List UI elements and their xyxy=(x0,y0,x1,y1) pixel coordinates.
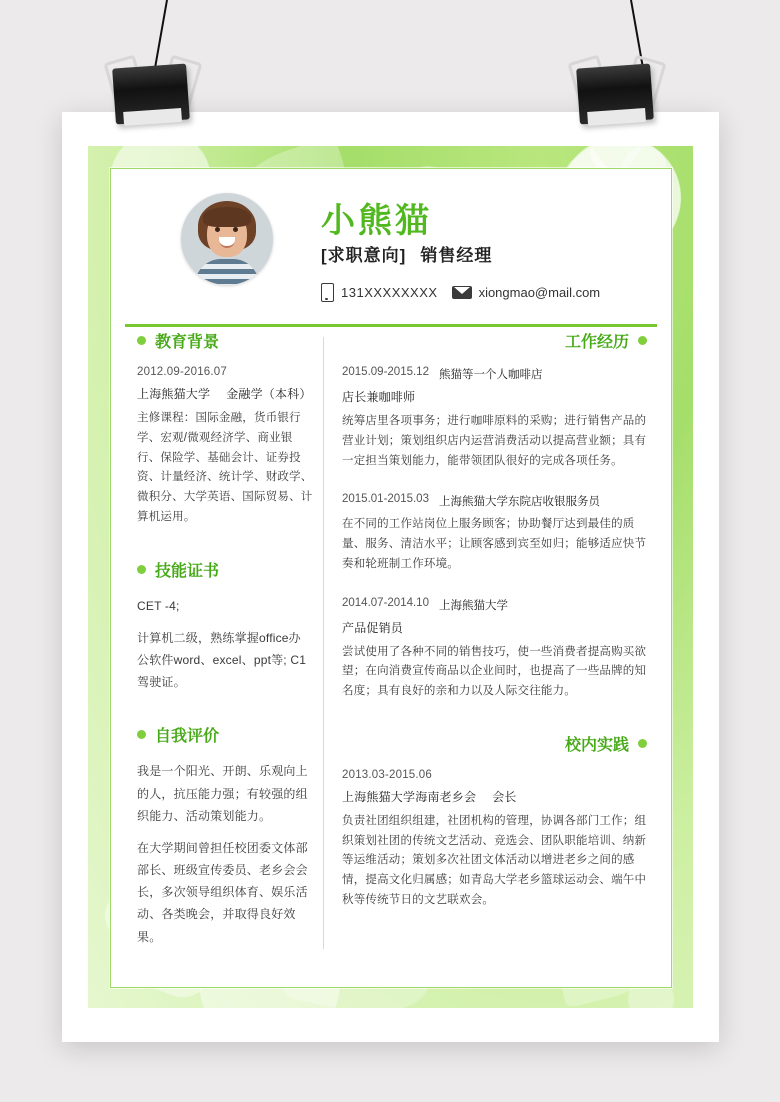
contact-row xyxy=(321,283,600,302)
section-self-evaluation xyxy=(137,723,313,948)
section-education xyxy=(137,329,313,528)
work-entry-date: 2014.07-2014.10 xyxy=(342,596,429,609)
mail-icon xyxy=(452,286,472,299)
section-title-education xyxy=(137,329,313,352)
campus-position: 会长 xyxy=(492,789,517,804)
section-title-campus xyxy=(342,732,647,755)
bullet-dot-icon xyxy=(137,565,146,574)
job-objective xyxy=(321,241,492,266)
email-contact xyxy=(452,285,601,300)
work-entry-company: 上海熊猫大学 xyxy=(438,599,508,612)
candidate-name: 小熊猫 xyxy=(321,202,432,240)
work-entry-description: 统筹店里各项事务；进行咖啡原料的采购；进行销售产品的营业计划；策划组织店内运营消费活动以提高营业额；具有一定担当策划能力，能带领团队很好的完成各项任务。 xyxy=(342,415,647,467)
section-title-work xyxy=(342,329,647,352)
clip-body xyxy=(576,63,654,124)
work-entry-header xyxy=(342,597,647,613)
binder-clip-left xyxy=(106,0,226,140)
section-title-text: 自我评价 xyxy=(155,728,220,746)
phone-number: 131XXXXXXXX xyxy=(341,285,438,300)
education-school-major xyxy=(137,385,313,402)
section-title-skills xyxy=(137,558,313,581)
work-entry-description: 尝试使用了各种不同的销售技巧，使一些消费者提高购买欲望；在向消费宣传商品以企业间时，也提高了一些品牌的知名度；具有良好的亲和力以及人际交往能力。 xyxy=(342,645,647,698)
paper-sheet xyxy=(62,112,719,1042)
avatar-eye xyxy=(215,227,220,232)
skills-line-1: CET -4; xyxy=(137,598,180,613)
section-campus-practice xyxy=(342,732,647,911)
work-entry xyxy=(342,366,647,471)
phone-icon xyxy=(321,283,334,302)
work-entry-company: 熊猫等一个人咖啡店 xyxy=(438,369,543,381)
section-title-text: 教育背景 xyxy=(155,334,220,351)
section-title-self-evaluation xyxy=(137,723,313,746)
campus-org: 上海熊猫大学海南老乡会 xyxy=(342,789,477,804)
education-courses: 主修课程：国际金融，货币银行学、宏观/微观经济学、商业银行、保险学、基础会计、证券投资、计量经济、统计学、财政学、微积分、大学英语、国际贸易、计算机运用。 xyxy=(137,412,313,523)
education-major: 金融学（本科） xyxy=(226,387,312,401)
education-school: 上海熊猫大学 xyxy=(137,387,211,401)
avatar-eye xyxy=(233,227,238,232)
avatar xyxy=(181,193,273,285)
left-column xyxy=(111,329,323,978)
section-title-text: 技能证书 xyxy=(155,562,220,580)
clip-body xyxy=(112,63,190,124)
poster-background xyxy=(88,146,693,1008)
self-evaluation-paragraph-1: 我是一个阳光、开朗、乐观向上的人，抗压能力强；有较强的组织能力、活动策划能力。 xyxy=(137,764,308,823)
self-evaluation-paragraph-2: 在大学期间曾担任校团委文体部部长、班级宣传委员、老乡会会长，多次领导组织体育、娱乐活动、各类晚会，并取得良好效果。 xyxy=(137,840,308,944)
section-work-experience xyxy=(342,329,647,702)
work-entry xyxy=(342,493,647,574)
section-title-text: 校内实践 xyxy=(564,736,629,754)
avatar-fringe xyxy=(203,207,251,227)
work-entry-header xyxy=(342,366,647,382)
resume-card xyxy=(110,168,672,988)
binder-clip-right xyxy=(570,0,690,140)
campus-date: 2013.03-2015.06 xyxy=(342,768,432,781)
bullet-dot-icon xyxy=(638,739,647,748)
resume-body xyxy=(111,329,671,978)
bullet-dot-icon xyxy=(638,336,647,345)
work-entry xyxy=(342,597,647,702)
work-entry-company: 上海熊猫大学东院店收银服务员 xyxy=(438,496,600,509)
email-address: xiongmao@mail.com xyxy=(478,285,601,300)
section-skills xyxy=(137,558,313,694)
work-entry-description: 在不同的工作站岗位上服务顾客；协助餐厅达到最佳的质量、服务、清洁水平；让顾客感到宾至如归；能够适应快节奏和轮班制工作环境。 xyxy=(342,518,647,570)
avatar-body xyxy=(195,259,259,285)
work-entry-header xyxy=(342,493,647,509)
job-objective-label: [求职意向] xyxy=(321,246,407,265)
bullet-dot-icon xyxy=(137,730,146,739)
skills-line-2: 计算机二级，熟练掌握office办公软件word、excel、ppt等; C1驾驶证。 xyxy=(137,630,307,690)
right-column xyxy=(324,329,671,978)
bullet-dot-icon xyxy=(137,336,146,345)
section-title-text: 工作经历 xyxy=(564,334,629,351)
work-entry-position: 产品促销员 xyxy=(342,620,404,635)
resume-header xyxy=(125,179,657,327)
campus-description: 负责社团组织组建，社团机构的管理，协调各部门工作；组织策划社团的传统文艺活动、竞选会、团队职能培训、纳新等运维活动；策划多次社团文体活动以增进老乡之间的感情，提高文化归属感；如青岛大学老乡篮球运动会、端午中秋等传统节日的文艺联欢会。 xyxy=(342,814,647,906)
work-entry-date: 2015.01-2015.03 xyxy=(342,493,429,506)
campus-org-position xyxy=(342,788,647,805)
phone-contact xyxy=(321,283,438,302)
clip-string xyxy=(154,0,168,71)
job-objective-value: 销售经理 xyxy=(420,246,493,265)
work-entry-date: 2015.09-2015.12 xyxy=(342,366,429,378)
education-date: 2012.09-2016.07 xyxy=(137,366,227,378)
work-entry-position: 店长兼咖啡师 xyxy=(342,390,416,404)
